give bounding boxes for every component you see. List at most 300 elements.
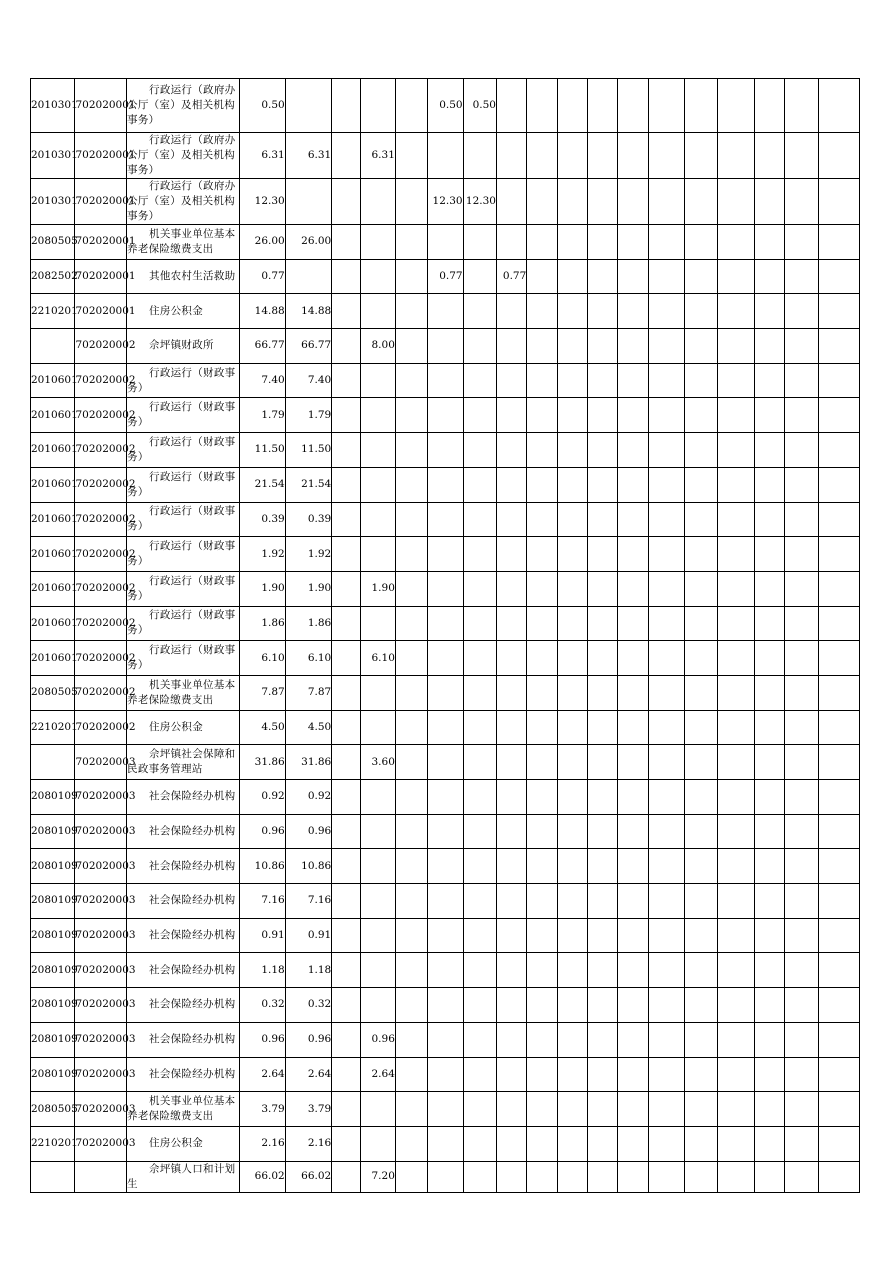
amount-cell: [648, 133, 684, 179]
amount-cell: [685, 606, 718, 641]
amount-cell: [496, 780, 526, 815]
amount-cell: 0.77: [240, 259, 285, 294]
amount-cell: [819, 1092, 860, 1127]
amount-cell: 0.96: [240, 1022, 285, 1057]
amount-cell: [587, 675, 617, 710]
amount-cell: [685, 814, 718, 849]
amount-cell: [685, 467, 718, 502]
amount-cell: [785, 953, 819, 988]
amount-cell: [819, 814, 860, 849]
unit-code-cell: 702020003: [75, 745, 127, 780]
amount-cell: [785, 641, 819, 676]
amount-cell: [428, 814, 463, 849]
amount-cell: [618, 502, 648, 537]
amount-cell: 0.92: [285, 780, 332, 815]
amount-cell: [819, 502, 860, 537]
item-name-cell: [127, 1092, 240, 1127]
amount-cell: [496, 641, 526, 676]
amount-cell: 6.31: [240, 133, 285, 179]
amount-cell: [360, 363, 395, 398]
amount-cell: [685, 780, 718, 815]
item-name-cell: [127, 363, 240, 398]
amount-cell: [395, 537, 427, 572]
amount-cell: [527, 363, 557, 398]
amount-cell: [648, 537, 684, 572]
amount-cell: [360, 294, 395, 329]
amount-cell: [557, 398, 587, 433]
item-name-text: 佘坪镇人口和计划生: [127, 1162, 236, 1190]
item-name-text: 行政运行（财政事务）: [127, 366, 236, 394]
amount-cell: [496, 1092, 526, 1127]
amount-cell: [557, 329, 587, 364]
item-name-text: 社会保险经办机构: [149, 859, 236, 872]
amount-cell: [395, 849, 427, 884]
amount-cell: [428, 1022, 463, 1057]
amount-cell: [685, 918, 718, 953]
amount-cell: [819, 1126, 860, 1161]
amount-cell: [685, 1126, 718, 1161]
amount-cell: [685, 79, 718, 133]
amount-cell: [718, 133, 754, 179]
amount-cell: [360, 179, 395, 225]
amount-cell: 0.39: [285, 502, 332, 537]
item-name-cell: [127, 606, 240, 641]
amount-cell: [463, 988, 496, 1023]
amount-cell: [527, 537, 557, 572]
amount-cell: [527, 225, 557, 260]
amount-cell: [557, 294, 587, 329]
item-name-text: 行政运行（财政事务）: [127, 540, 236, 568]
unit-code-cell: 702020002: [75, 537, 127, 572]
amount-cell: [618, 745, 648, 780]
amount-cell: [395, 606, 427, 641]
amount-cell: [557, 502, 587, 537]
amount-cell: [718, 641, 754, 676]
amount-cell: [496, 1057, 526, 1092]
amount-cell: [718, 884, 754, 919]
amount-cell: [332, 1161, 360, 1192]
func-code-cell: 2210201: [31, 294, 75, 329]
item-name-text: 行政运行（财政事务）: [127, 470, 236, 498]
item-name-cell: [127, 1161, 240, 1192]
amount-cell: [428, 745, 463, 780]
item-name-text: 行政运行（政府办公厅（室）及相关机构事务）: [127, 84, 236, 126]
amount-cell: [557, 571, 587, 606]
amount-cell: 66.77: [240, 329, 285, 364]
item-name-cell: [127, 918, 240, 953]
amount-cell: [754, 363, 784, 398]
func-code-cell: 2080109: [31, 780, 75, 815]
amount-cell: [754, 133, 784, 179]
amount-cell: 6.31: [360, 133, 395, 179]
amount-cell: [428, 849, 463, 884]
amount-cell: [428, 1161, 463, 1192]
amount-cell: [785, 745, 819, 780]
amount-cell: [395, 329, 427, 364]
amount-cell: [718, 259, 754, 294]
table-row: [31, 884, 860, 919]
amount-cell: [648, 79, 684, 133]
amount-cell: [754, 745, 784, 780]
amount-cell: [685, 745, 718, 780]
item-name-text: 机关事业单位基本养老保险缴费支出: [127, 227, 236, 255]
amount-cell: [395, 294, 427, 329]
item-name-text: 住房公积金: [149, 720, 204, 733]
amount-cell: [819, 133, 860, 179]
amount-cell: [718, 814, 754, 849]
amount-cell: [685, 133, 718, 179]
amount-cell: [785, 1057, 819, 1092]
amount-cell: 4.50: [240, 710, 285, 745]
amount-cell: [496, 363, 526, 398]
amount-cell: [496, 884, 526, 919]
unit-code-cell: 702020002: [75, 641, 127, 676]
amount-cell: [332, 502, 360, 537]
amount-cell: [332, 814, 360, 849]
amount-cell: [819, 79, 860, 133]
amount-cell: [557, 1161, 587, 1192]
amount-cell: [618, 710, 648, 745]
unit-code-cell: 702020003: [75, 1022, 127, 1057]
amount-cell: [785, 988, 819, 1023]
item-name-text: 社会保险经办机构: [149, 998, 236, 1011]
amount-cell: [587, 918, 617, 953]
item-name-cell: [127, 849, 240, 884]
amount-cell: [819, 641, 860, 676]
amount-cell: [685, 710, 718, 745]
amount-cell: [527, 814, 557, 849]
amount-cell: [332, 433, 360, 468]
amount-cell: [496, 918, 526, 953]
amount-cell: [463, 1126, 496, 1161]
amount-cell: 1.18: [285, 953, 332, 988]
amount-cell: [428, 884, 463, 919]
amount-cell: [395, 1161, 427, 1192]
amount-cell: [754, 814, 784, 849]
amount-cell: [587, 1092, 617, 1127]
func-code-cell: 2080109: [31, 849, 75, 884]
amount-cell: [819, 398, 860, 433]
table-row: [31, 849, 860, 884]
item-name-cell: [127, 1126, 240, 1161]
table-row: [31, 780, 860, 815]
amount-cell: [496, 953, 526, 988]
amount-cell: [618, 537, 648, 572]
amount-cell: [587, 467, 617, 502]
amount-cell: [395, 918, 427, 953]
amount-cell: [428, 467, 463, 502]
amount-cell: 0.96: [360, 1022, 395, 1057]
amount-cell: [527, 571, 557, 606]
amount-cell: [718, 537, 754, 572]
amount-cell: [332, 953, 360, 988]
amount-cell: 14.88: [285, 294, 332, 329]
item-name-text: 行政运行（财政事务）: [127, 435, 236, 463]
amount-cell: [618, 1057, 648, 1092]
amount-cell: [785, 606, 819, 641]
amount-cell: [332, 780, 360, 815]
amount-cell: [395, 179, 427, 225]
amount-cell: 0.50: [428, 79, 463, 133]
amount-cell: [395, 884, 427, 919]
amount-cell: [754, 1161, 784, 1192]
amount-cell: [718, 571, 754, 606]
amount-cell: [685, 675, 718, 710]
amount-cell: [819, 710, 860, 745]
item-name-text: 行政运行（财政事务）: [127, 505, 236, 533]
amount-cell: 7.40: [240, 363, 285, 398]
amount-cell: [496, 675, 526, 710]
func-code-cell: 2080109: [31, 953, 75, 988]
amount-cell: [428, 641, 463, 676]
func-code-cell: 2080109: [31, 918, 75, 953]
amount-cell: [557, 849, 587, 884]
amount-cell: [332, 329, 360, 364]
amount-cell: [527, 745, 557, 780]
amount-cell: [527, 710, 557, 745]
amount-cell: [557, 814, 587, 849]
amount-cell: [496, 179, 526, 225]
amount-cell: [360, 502, 395, 537]
item-name-cell: [127, 884, 240, 919]
item-name-cell: [127, 433, 240, 468]
item-name-cell: [127, 710, 240, 745]
func-code-cell: [31, 1161, 75, 1192]
amount-cell: [819, 294, 860, 329]
amount-cell: [819, 259, 860, 294]
amount-cell: 2.64: [240, 1057, 285, 1092]
amount-cell: [754, 641, 784, 676]
func-code-cell: 2080505: [31, 225, 75, 260]
amount-cell: [360, 398, 395, 433]
amount-cell: [754, 710, 784, 745]
func-code-cell: 2210201: [31, 1126, 75, 1161]
amount-cell: [463, 1092, 496, 1127]
amount-cell: [428, 1057, 463, 1092]
amount-cell: [527, 179, 557, 225]
amount-cell: [463, 641, 496, 676]
amount-cell: [785, 398, 819, 433]
amount-cell: [587, 884, 617, 919]
unit-code-cell: 702020001: [75, 259, 127, 294]
amount-cell: [685, 953, 718, 988]
amount-cell: [360, 1126, 395, 1161]
amount-cell: [587, 1057, 617, 1092]
amount-cell: [428, 1092, 463, 1127]
unit-code-cell: 702020003: [75, 1057, 127, 1092]
amount-cell: [557, 988, 587, 1023]
amount-cell: [557, 467, 587, 502]
amount-cell: [360, 1092, 395, 1127]
func-code-cell: [31, 745, 75, 780]
amount-cell: [819, 433, 860, 468]
amount-cell: [618, 884, 648, 919]
amount-cell: [395, 814, 427, 849]
amount-cell: [428, 225, 463, 260]
amount-cell: [463, 780, 496, 815]
amount-cell: [428, 988, 463, 1023]
amount-cell: [648, 606, 684, 641]
amount-cell: [395, 780, 427, 815]
amount-cell: [685, 1092, 718, 1127]
unit-code-cell: 702020003: [75, 780, 127, 815]
amount-cell: [718, 988, 754, 1023]
func-code-cell: 2010301: [31, 179, 75, 225]
unit-code-cell: 702020003: [75, 918, 127, 953]
item-name-text: 行政运行（财政事务）: [127, 574, 236, 602]
amount-cell: [463, 502, 496, 537]
amount-cell: [463, 953, 496, 988]
amount-cell: [618, 467, 648, 502]
amount-cell: [332, 606, 360, 641]
amount-cell: [785, 329, 819, 364]
amount-cell: 31.86: [285, 745, 332, 780]
amount-cell: [527, 79, 557, 133]
unit-code-cell: 702020002: [75, 398, 127, 433]
amount-cell: [718, 502, 754, 537]
amount-cell: [557, 606, 587, 641]
amount-cell: [618, 1126, 648, 1161]
amount-cell: [587, 814, 617, 849]
amount-cell: [395, 133, 427, 179]
amount-cell: [557, 433, 587, 468]
amount-cell: [718, 745, 754, 780]
amount-cell: [587, 133, 617, 179]
amount-cell: [718, 433, 754, 468]
amount-cell: [785, 1092, 819, 1127]
amount-cell: 0.39: [240, 502, 285, 537]
amount-cell: [332, 745, 360, 780]
amount-cell: 12.30: [463, 179, 496, 225]
table-row: [31, 1057, 860, 1092]
amount-cell: [428, 710, 463, 745]
amount-cell: [618, 1022, 648, 1057]
item-name-cell: [127, 1022, 240, 1057]
unit-code-cell: 702020001: [75, 179, 127, 225]
unit-code-cell: 702020002: [75, 433, 127, 468]
unit-code-cell: 702020003: [75, 884, 127, 919]
amount-cell: [527, 1126, 557, 1161]
amount-cell: 7.87: [240, 675, 285, 710]
amount-cell: [332, 179, 360, 225]
amount-cell: [618, 675, 648, 710]
unit-code-cell: 702020002: [75, 606, 127, 641]
amount-cell: [587, 780, 617, 815]
amount-cell: [685, 398, 718, 433]
amount-cell: [496, 988, 526, 1023]
amount-cell: [718, 675, 754, 710]
amount-cell: [527, 329, 557, 364]
amount-cell: [618, 814, 648, 849]
amount-cell: [428, 918, 463, 953]
amount-cell: [557, 675, 587, 710]
amount-cell: 7.40: [285, 363, 332, 398]
amount-cell: [754, 329, 784, 364]
amount-cell: [360, 710, 395, 745]
unit-code-cell: 702020002: [75, 363, 127, 398]
amount-cell: [496, 1126, 526, 1161]
amount-cell: 7.16: [240, 884, 285, 919]
amount-cell: [360, 988, 395, 1023]
amount-cell: [754, 953, 784, 988]
amount-cell: [685, 179, 718, 225]
item-name-cell: [127, 814, 240, 849]
amount-cell: [754, 537, 784, 572]
amount-cell: [527, 675, 557, 710]
amount-cell: [360, 814, 395, 849]
table-row: [31, 79, 860, 133]
amount-cell: [718, 606, 754, 641]
amount-cell: [527, 1022, 557, 1057]
amount-cell: [360, 433, 395, 468]
amount-cell: [332, 537, 360, 572]
amount-cell: [648, 1126, 684, 1161]
amount-cell: [463, 259, 496, 294]
amount-cell: [754, 1057, 784, 1092]
amount-cell: [587, 259, 617, 294]
amount-cell: [428, 398, 463, 433]
amount-cell: [428, 294, 463, 329]
amount-cell: [785, 1022, 819, 1057]
amount-cell: [785, 133, 819, 179]
amount-cell: 6.10: [240, 641, 285, 676]
amount-cell: [718, 363, 754, 398]
table-row: [31, 294, 860, 329]
table-row: [31, 537, 860, 572]
table-row: [31, 179, 860, 225]
amount-cell: [332, 363, 360, 398]
amount-cell: [754, 79, 784, 133]
item-name-cell: [127, 294, 240, 329]
amount-cell: 2.64: [360, 1057, 395, 1092]
item-name-text: 社会保险经办机构: [149, 790, 236, 803]
item-name-text: 社会保险经办机构: [149, 963, 236, 976]
amount-cell: [496, 433, 526, 468]
amount-cell: [332, 849, 360, 884]
amount-cell: [618, 1092, 648, 1127]
amount-cell: [428, 133, 463, 179]
amount-cell: [587, 329, 617, 364]
amount-cell: [785, 918, 819, 953]
amount-cell: [395, 571, 427, 606]
func-code-cell: 2010301: [31, 79, 75, 133]
amount-cell: [648, 502, 684, 537]
amount-cell: [587, 179, 617, 225]
amount-cell: [685, 1057, 718, 1092]
amount-cell: [618, 849, 648, 884]
amount-cell: [463, 606, 496, 641]
amount-cell: [618, 918, 648, 953]
amount-cell: 1.86: [240, 606, 285, 641]
amount-cell: [648, 814, 684, 849]
amount-cell: 2.16: [285, 1126, 332, 1161]
amount-cell: 66.02: [240, 1161, 285, 1192]
amount-cell: [463, 225, 496, 260]
amount-cell: [332, 918, 360, 953]
amount-cell: 11.50: [240, 433, 285, 468]
amount-cell: 0.96: [285, 1022, 332, 1057]
amount-cell: [785, 710, 819, 745]
amount-cell: [618, 398, 648, 433]
amount-cell: 1.90: [285, 571, 332, 606]
amount-cell: [527, 133, 557, 179]
amount-cell: [428, 953, 463, 988]
unit-code-cell: 702020003: [75, 814, 127, 849]
amount-cell: [395, 675, 427, 710]
amount-cell: [587, 953, 617, 988]
amount-cell: [332, 259, 360, 294]
amount-cell: [587, 537, 617, 572]
